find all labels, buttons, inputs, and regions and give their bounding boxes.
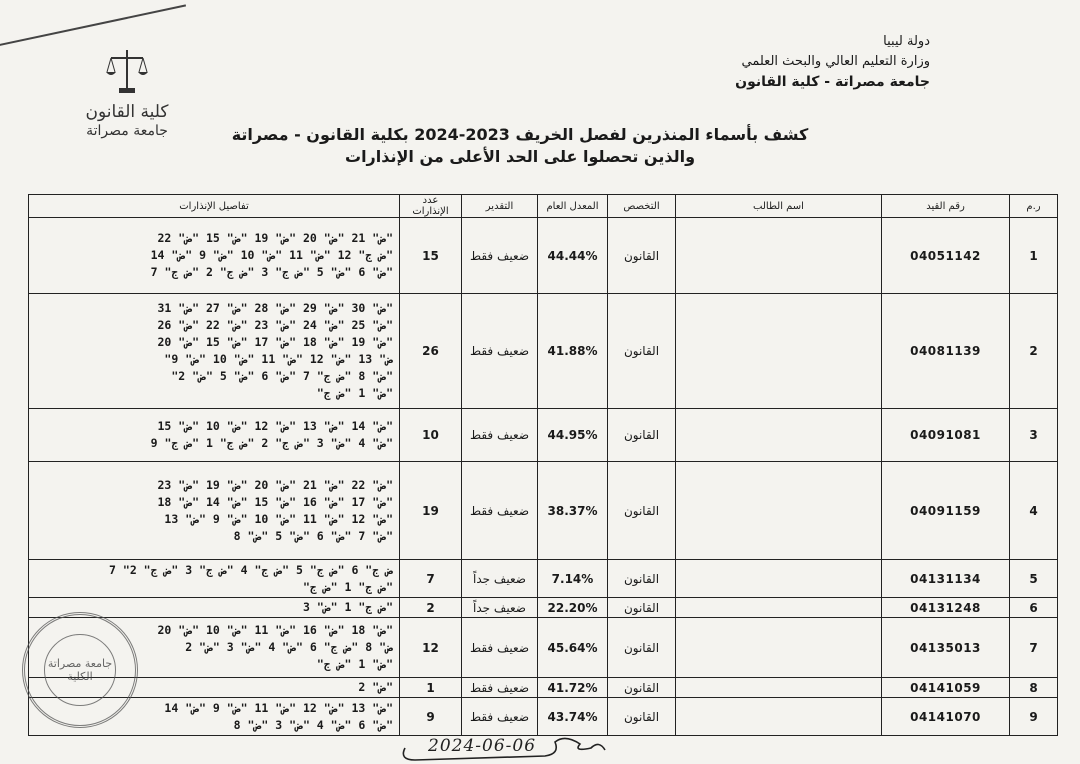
details-line: "ض" 2 [358,680,393,694]
details-line: "ض" 7 "ض" 6 "ض" 5 "ض" 8 [233,528,393,543]
details-line: "ض" 18 "ض" 16 "ض" 11 "ض" 10 "ض" 20 [157,623,393,637]
header-reg: رقم القيد [882,195,1010,218]
details-line: ض" 13 "ض" 12 "ض" 11 "ض" 10 "ض" 9" [164,352,393,366]
details-line: "ض" 4 "ض" 3 "ض ج" 2 "ض ج" 1 "ض ج" 9 [150,436,393,450]
cell-gpa: 7.14% [538,560,608,598]
document-title [200,124,840,168]
cell-num: 9 [1010,698,1058,736]
cell-count: 12 [400,618,462,678]
cell-count: 1 [400,678,462,698]
cell-details [29,218,400,294]
cell-details [29,462,400,560]
details-line: ض" 8 "ض ج" 6 "ض" 4 "ض" 3 "ض" 2 [185,640,393,654]
cell-num: 1 [1010,218,1058,294]
details-line: "ض" 22 "ض" 21 "ض" 20 "ض" 19 "ض" 23 [157,477,393,492]
table-row [29,462,1058,560]
logo-faculty-name: كلية القانون [85,102,169,122]
cell-reg: 04141070 [882,698,1010,736]
cell-reg: 04141059 [882,678,1010,698]
official-stamp [22,612,138,728]
letterhead [735,32,930,92]
cell-gpa: 38.37% [538,462,608,560]
cell-reg: 04131248 [882,598,1010,618]
cell-name [676,598,882,618]
cell-major: القانون [608,698,676,736]
logo-university-name: جامعة مصراتة [86,123,168,139]
scales-of-justice-icon [105,48,149,96]
cell-reg: 04091081 [882,409,1010,462]
cell-gpa: 44.44% [538,218,608,294]
cell-grade: ضعيف فقط [462,462,538,560]
details-line: "ض" 8 "ض ج" 7 "ض" 6 "ض" 5 "ض" 2" [171,369,393,383]
warnings-table [28,194,1058,736]
cell-num: 6 [1010,598,1058,618]
header-name: اسم الطالب [676,195,882,218]
cell-count: 26 [400,294,462,409]
cell-name [676,560,882,598]
cell-gpa: 41.88% [538,294,608,409]
cell-gpa: 43.74% [538,698,608,736]
cell-num: 7 [1010,618,1058,678]
cell-name [676,462,882,560]
cell-num: 8 [1010,678,1058,698]
cell-gpa: 44.95% [538,409,608,462]
table-row [29,678,1058,698]
cell-major: القانون [608,409,676,462]
cell-major: القانون [608,218,676,294]
cell-count: 9 [400,698,462,736]
faculty-logo [82,48,172,140]
details-line: "ض" 25 "ض" 24 "ض" 23 "ض" 22 "ض" 26 [157,318,393,332]
cell-reg: 04051142 [882,218,1010,294]
cell-name [676,218,882,294]
details-line: "ض" 6 "ض" 4 "ض" 3 "ض" 8 [233,717,393,732]
table-row [29,560,1058,598]
cell-count: 15 [400,218,462,294]
table-row [29,218,1058,294]
cell-reg: 04091159 [882,462,1010,560]
cell-grade: ضعيف جداً [462,598,538,618]
cell-name [676,618,882,678]
cell-name [676,698,882,736]
cell-grade: ضعيف فقط [462,218,538,294]
cell-details [29,560,400,598]
table-row [29,294,1058,409]
header-count: عدد الإنذارات [400,195,462,218]
cell-num: 3 [1010,409,1058,462]
stamp-inner-ring [44,634,116,706]
cell-grade: ضعيف فقط [462,409,538,462]
cell-grade: ضعيف فقط [462,294,538,409]
header-details: تفاصيل الإنذارات [29,195,400,218]
cell-reg: 04135013 [882,618,1010,678]
cell-grade: ضعيف فقط [462,618,538,678]
cell-count: 2 [400,598,462,618]
table-row [29,409,1058,462]
details-line: "ض" 12 "ض" 11 "ض" 10 "ض" 9 "ض" 13 [164,511,393,526]
table-row [29,618,1058,678]
table-header-row [29,195,1058,218]
cell-major: القانون [608,462,676,560]
details-line: "ض" 30 "ض" 29 "ض" 28 "ض" 27 "ض" 31 [157,301,393,315]
header-gpa: المعدل العام [538,195,608,218]
details-line: "ض ج" 1 "ض" 3 [302,600,393,614]
cell-name [676,294,882,409]
table-row [29,598,1058,618]
cell-count: 10 [400,409,462,462]
cell-gpa: 45.64% [538,618,608,678]
signature-date: 2024-06-06 [428,736,537,756]
cell-grade: ضعيف فقط [462,678,538,698]
cell-reg: 04081139 [882,294,1010,409]
cell-details [29,409,400,462]
cell-name [676,678,882,698]
header-num: ر.م [1010,195,1058,218]
title-line-1: كشف بأسماء المنذرين لفصل الخريف 2023-2024 بكلية القانون - مصراتة [231,125,809,144]
cell-major: القانون [608,618,676,678]
cell-count: 19 [400,462,462,560]
details-line: "ض" 19 "ض" 18 "ض" 17 "ض" 15 "ض" 20 [157,335,393,349]
cell-major: القانون [608,294,676,409]
details-line: "ض" 17 "ض" 16 "ض" 15 "ض" 14 "ض" 18 [157,494,393,509]
cell-num: 4 [1010,462,1058,560]
cell-num: 2 [1010,294,1058,409]
details-line: "ض" 1 "ض ج" [316,386,393,400]
details-line: "ض" 21 "ض" 20 "ض" 19 "ض" 15 "ض" 22 [157,231,393,245]
details-line: ض ج" 6 "ض ج" 5 "ض ج" 4 "ض ج" 3 "ض ج" 2" 7 [109,562,393,577]
cell-name [676,409,882,462]
details-line: "ض" 6 "ض" 5 "ض ج" 3 "ض ج" 2 "ض ج" 7 [150,265,393,279]
cell-gpa: 41.72% [538,678,608,698]
title-line-2: والذين تحصلوا على الحد الأعلى من الإنذارات [344,147,696,166]
cell-major: القانون [608,678,676,698]
details-line: "ض" 1 "ض ج" [316,657,393,671]
cell-num: 5 [1010,560,1058,598]
cell-reg: 04131134 [882,560,1010,598]
header-grade: التقدير [462,195,538,218]
details-line: "ض" 14 "ض" 13 "ض" 12 "ض" 10 "ض" 15 [157,419,393,433]
details-line: "ض ج" 1 "ض ج" [302,579,393,594]
ministry-name: وزارة التعليم العالي والبحث العلمي [741,54,930,69]
cell-grade: ضعيف فقط [462,698,538,736]
header-major: التخصص [608,195,676,218]
cell-count: 7 [400,560,462,598]
details-line: "ض ج" 12 "ض" 11 "ض" 10 "ض" 9 "ض" 14 [150,248,393,262]
details-line: "ض" 13 "ض" 12 "ض" 11 "ض" 9 "ض" 14 [164,700,393,715]
cell-gpa: 22.20% [538,598,608,618]
cell-details [29,294,400,409]
cell-major: القانون [608,560,676,598]
stamp-text: جامعة مصراتة الكلية [47,657,113,683]
cell-major: القانون [608,598,676,618]
cell-grade: ضعيف جداً [462,560,538,598]
university-name: جامعة مصراتة - كلية القانون [735,74,930,90]
country-name: دولة ليبيا [883,34,930,49]
